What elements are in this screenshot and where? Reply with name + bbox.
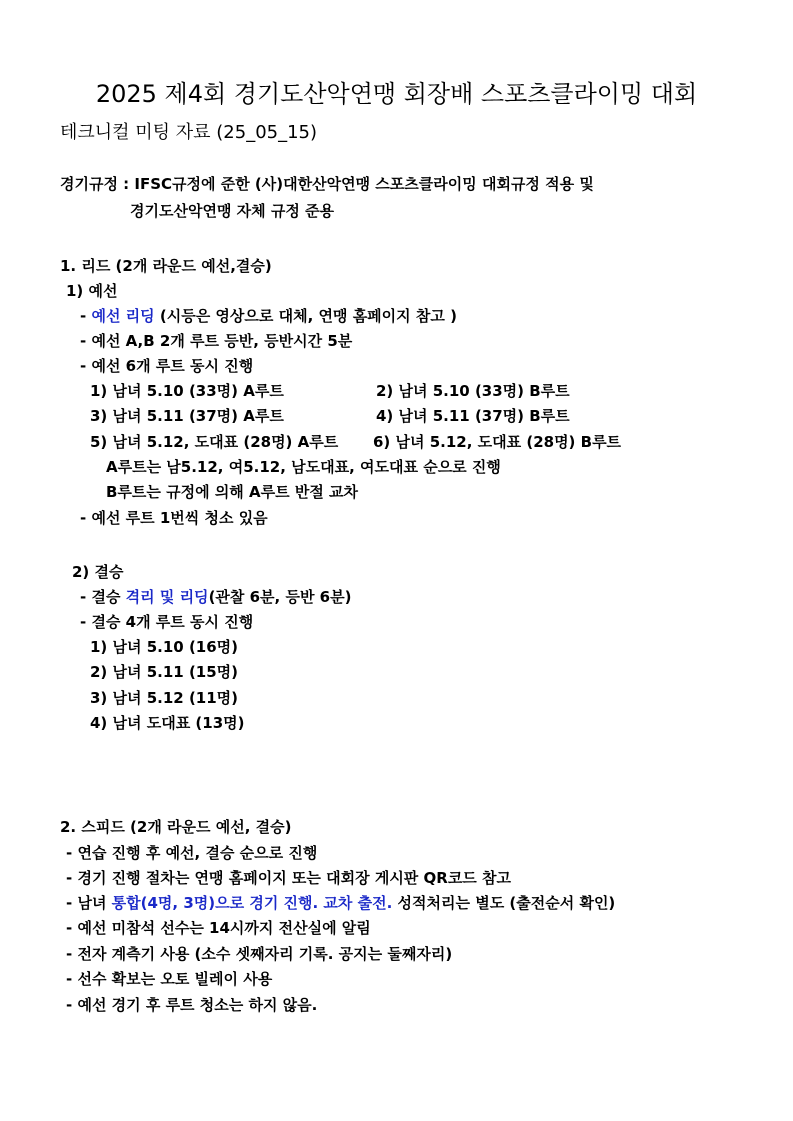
lead-qual-item-4: - 예선 루트 1번씩 청소 있음 — [80, 509, 268, 527]
route-right: 6) 남녀 5.12, 도대표 (28명) B루트 — [373, 433, 622, 451]
lead-heading: 1. 리드 (2개 라운드 예선,결승) — [60, 257, 272, 275]
lead-qual-item-2: - 예선 A,B 2개 루트 등반, 등반시간 5분 — [80, 332, 353, 350]
lead-final-item-2: - 결승 4개 루트 동시 진행 — [80, 613, 254, 631]
route-left: 1) 남녀 5.10 (33명) A루트 — [90, 382, 284, 400]
item-text: - 결승 — [80, 588, 126, 606]
route-right: 2) 남녀 5.10 (33명) B루트 — [376, 382, 570, 400]
rules-line-2: 경기도산악연맹 자체 규정 준용 — [130, 202, 335, 220]
item-text: (관찰 6분, 등반 6분) — [208, 588, 352, 606]
highlight-text: 격리 및 리딩 — [125, 588, 209, 606]
speed-item-5: - 전자 계측기 사용 (소수 셋째자리 기록. 공지는 둘째자리) — [66, 945, 453, 963]
speed-heading: 2. 스피드 (2개 라운드 예선, 결승) — [60, 818, 292, 836]
lead-qual-note-2: B루트는 규정에 의해 A루트 반절 교차 — [106, 483, 359, 501]
lead-final-route-3: 3) 남녀 5.12 (11명) — [90, 689, 239, 707]
lead-final-route-4: 4) 남녀 도대표 (13명) — [90, 714, 245, 732]
lead-qual-item-3: - 예선 6개 루트 동시 진행 — [80, 357, 254, 375]
document-title: 2025 제4회 경기도산악연맹 회장배 스포츠클라이밍 대회 — [95, 80, 698, 108]
speed-item-2: - 경기 진행 절차는 연맹 홈페이지 또는 대회장 게시판 QR코드 참고 — [66, 869, 512, 887]
route-right: 4) 남녀 5.11 (37명) B루트 — [376, 407, 570, 425]
document-subtitle: 테크니컬 미팅 자료 (25_05_15) — [60, 122, 318, 143]
lead-qual-route-row-2 — [90, 406, 570, 426]
speed-item-7: - 예선 경기 후 루트 청소는 하지 않음. — [66, 996, 318, 1014]
lead-final-item-1 — [80, 587, 351, 607]
lead-qual-route-row-1 — [90, 381, 570, 401]
speed-item-6: - 선수 확보는 오토 빌레이 사용 — [66, 970, 273, 988]
lead-final-route-2: 2) 남녀 5.11 (15명) — [90, 663, 239, 681]
lead-qual-heading: 1) 예선 — [66, 282, 118, 300]
lead-qual-item-1 — [80, 306, 457, 326]
route-left: 5) 남녀 5.12, 도대표 (28명) A루트 — [90, 433, 339, 451]
lead-qual-route-row-3 — [90, 432, 622, 452]
item-text: 성적처리는 별도 (출전순서 확인) — [392, 894, 616, 912]
speed-item-4: - 예선 미참석 선수는 14시까지 전산실에 알림 — [66, 919, 371, 937]
speed-item-1: - 연습 진행 후 예선, 결승 순으로 진행 — [66, 844, 318, 862]
dash: - — [80, 307, 92, 325]
highlight-text: 통합(4명, 3명)으로 경기 진행. 교차 출전. — [111, 894, 393, 912]
item-text: (시등은 영상으로 대체, 연맹 홈페이지 참고 ) — [154, 307, 457, 325]
lead-qual-note-1: A루트는 남5.12, 여5.12, 남도대표, 여도대표 순으로 진행 — [106, 458, 501, 476]
rules-line-1: 경기규정 : IFSC규정에 준한 (사)대한산악연맹 스포츠클라이밍 대회규정 적용 및 — [60, 175, 594, 193]
item-text: - 남녀 — [66, 894, 112, 912]
speed-item-3 — [66, 893, 615, 913]
highlight-text: 예선 리딩 — [91, 307, 155, 325]
lead-final-heading: 2) 결승 — [72, 563, 124, 581]
lead-final-route-1: 1) 남녀 5.10 (16명) — [90, 638, 239, 656]
route-left: 3) 남녀 5.11 (37명) A루트 — [90, 407, 284, 425]
